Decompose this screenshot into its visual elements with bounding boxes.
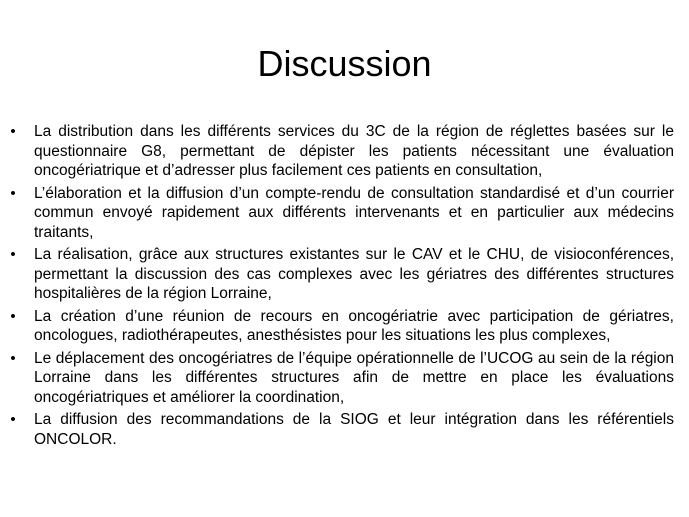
bullet-dot-icon: •: [10, 246, 16, 263]
bullet-text: La réalisation, grâce aux structures existantes sur le CAV et le CHU, de visioconférences, permettant la discussion des cas complexes avec les gériatres des différentes structures hospitalières de la région Lorraine,: [34, 246, 674, 302]
bullet-list: [0, 122, 689, 449]
bullet-item: [10, 410, 674, 449]
bullet-item: [10, 184, 674, 243]
bullet-item: [10, 349, 674, 408]
bullet-item: [10, 307, 674, 346]
bullet-text: La création d’une réunion de recours en oncogériatrie avec participation de gériatres, oncologues, radiothérapeutes, anesthésistes pour les situations les plus complexes,: [34, 307, 674, 344]
bullet-dot-icon: •: [10, 307, 16, 325]
bullet-item: [10, 245, 674, 304]
bullet-item: [10, 122, 674, 181]
bullet-dot-icon: •: [10, 411, 16, 428]
slide-title: Discussion: [257, 43, 432, 84]
bullet-text: La distribution dans les différents services du 3C de la région de réglettes basées sur le questionnaire G8, permettant de dépister les patients nécessitant une évaluation oncogériatrique et d’adresser plus facilement ces patients en consultation,: [34, 123, 674, 179]
bullet-text: Le déplacement des oncogériatres de l’équipe opérationnelle de l’UCOG au sein de la région Lorraine dans les différentes structures afin de mettre en place les évaluations oncogériatriques et améliorer la coordination,: [34, 349, 674, 406]
bullet-dot-icon: •: [10, 184, 16, 202]
bullet-text: La diffusion des recommandations de la SIOG et leur intégration dans les référentiels ONCOLOR.: [34, 411, 674, 448]
bullet-text: L’élaboration et la diffusion d’un compte-rendu de consultation standardisé et d’un courrier commun envoyé rapidement aux différents intervenants et en particulier aux médecins traitants,: [34, 184, 674, 241]
bullet-dot-icon: •: [10, 123, 16, 140]
bullet-dot-icon: •: [10, 349, 16, 367]
